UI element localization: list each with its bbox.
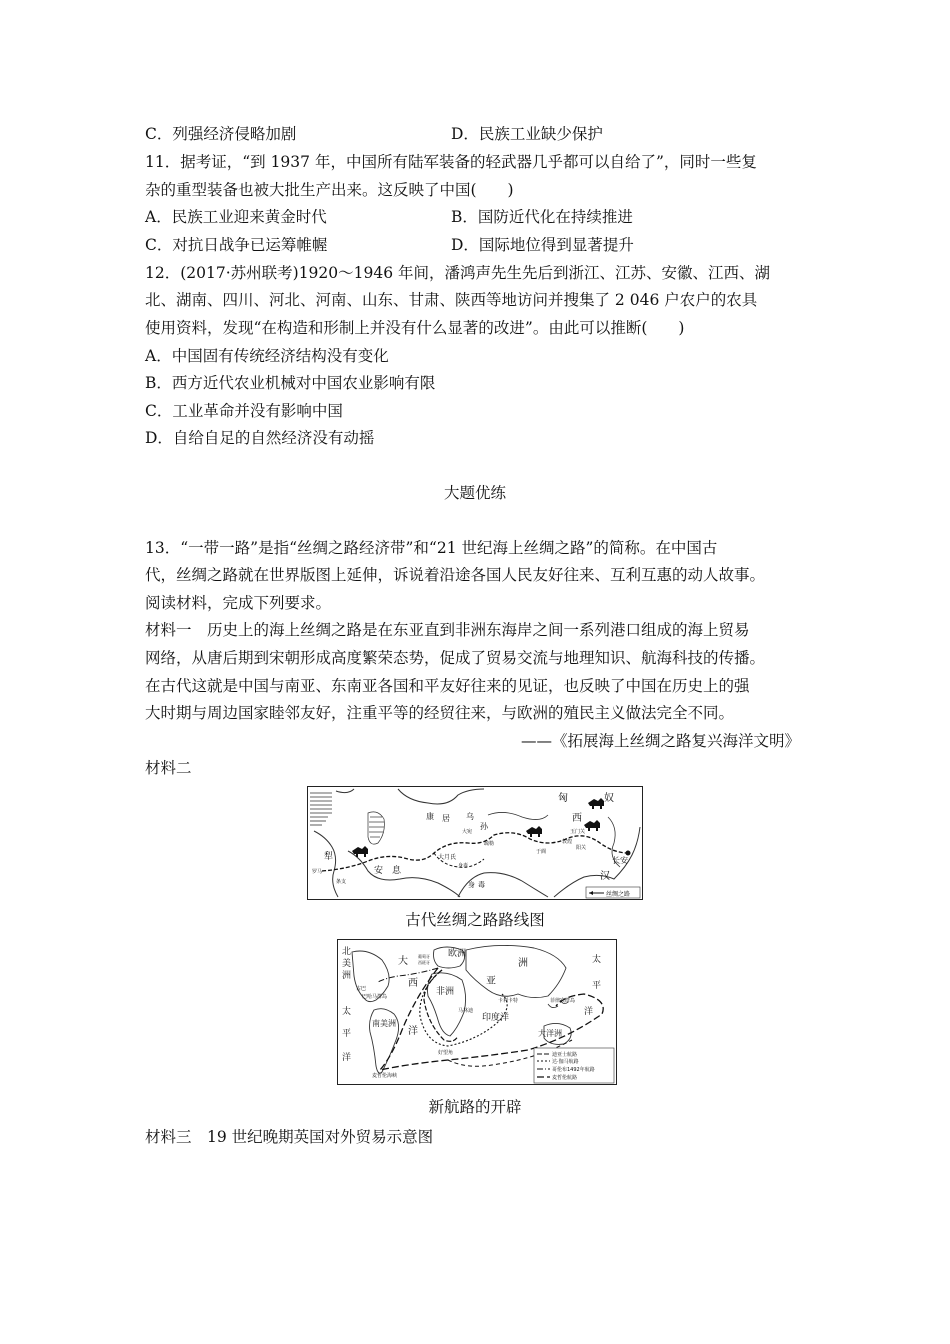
material1-source: ——《拓展海上丝绸之路复兴海洋文明》 — [520, 732, 800, 750]
map2-label-zhou: 洲 — [342, 971, 352, 981]
material2-label: 材料二 — [145, 759, 192, 777]
map2-label-bei: 北 — [342, 947, 352, 957]
map1-caption: 古代丝绸之路路线图 — [405, 911, 545, 929]
map1-label-dayuan: 大宛 — [462, 829, 473, 835]
silk-road-map-drawing — [308, 787, 642, 899]
q11-option-c: C．对抗日战争已运筹帷幄 — [145, 236, 328, 254]
map1-label-yangguan: 阳关 — [576, 845, 587, 851]
map2-label-xibanya: 西班牙 — [418, 960, 430, 965]
map1-label-wusun-a: 乌 — [466, 812, 474, 821]
q12-option-c: C．工业革命并没有影响中国 — [145, 402, 343, 420]
map1-label-kangju-b: 居 — [442, 814, 450, 823]
map1-label-tiaozhi: 条支 — [336, 879, 347, 885]
map2-label-taiping-a: 太 — [342, 1007, 352, 1017]
map2-label-zhou2: 洲 — [518, 958, 528, 969]
map2-label-taiping-b: 平 — [342, 1029, 352, 1039]
map1-label-luoma: 罗马 — [312, 869, 323, 875]
map1-legend-silkroad: 丝绸之路 — [606, 891, 631, 898]
map2-label-mei: 美 — [342, 959, 352, 969]
q11-stem-line2: 杂的重型装备也被大批生产出来。这反映了中国( ) — [145, 181, 514, 199]
map1-label-yu: 于阗 — [536, 849, 547, 855]
material1-line1: 材料一 历史上的海上丝绸之路是在东亚直到非洲东海岸之间一系列港口组成的海上贸易 — [145, 621, 750, 639]
map2-label-yindu: 印度洋 — [482, 1013, 510, 1023]
map2-caption: 新航路的开辟 — [428, 1098, 522, 1116]
q11-option-b: B．国防近代化在持续推进 — [451, 208, 633, 226]
section-title: 大题优练 — [443, 484, 506, 502]
q11-option-d: D．国际地位得到显著提升 — [451, 236, 634, 254]
map2-label-ya: 亚 — [486, 976, 496, 987]
q11-option-a: A．民族工业迎来黄金时代 — [145, 208, 327, 226]
q13-stem-line1: 13．“一带一路”是指“丝绸之路经济带”和“21 世纪海上丝绸之路”的简称。在中国古 — [145, 539, 718, 557]
map2-label-malinde: 马林迪 — [458, 1008, 474, 1014]
map1-label-wusun-b: 孙 — [480, 822, 488, 831]
material1-line4: 大时期与周边国家睦邻友好，注重平等的经贸往来，与欧洲的殖民主义做法完全不同。 — [145, 704, 735, 722]
map2-label-ou: 欧洲 — [448, 949, 467, 959]
map2-label-feilubin: 菲律宾群岛 — [550, 998, 576, 1004]
q13-stem-line2: 代，丝绸之路就在世界版图上延伸，诉说着沿途各国人民友好往来、互利互惠的动人故事。 — [145, 566, 766, 584]
map1-label-shenhai-a: 身 — [468, 881, 475, 889]
map1-label-dayuezhi: 大月氏 — [438, 854, 457, 861]
q10-option-c: C．列强经济侵略加剧 — [145, 125, 297, 143]
material3-label: 材料三 19 世纪晚期英国对外贸易示意图 — [145, 1128, 434, 1146]
new-sea-routes-map-drawing — [338, 940, 616, 1084]
silk-road-map — [307, 786, 643, 900]
q11-stem-line1: 11．据考证，“到 1937 年，中国所有陆军装备的轻武器几乎都可以自给了”，同时一些复 — [145, 153, 757, 171]
map2-label-taiR-a: 太 — [592, 955, 602, 965]
map1-label-yumen: 玉门关 — [570, 829, 586, 835]
map1-label-dunhuang: 敦煌 — [562, 839, 573, 845]
q12-option-d: D．自给自足的自然经济没有动摇 — [145, 429, 375, 447]
q12-option-a: A．中国固有传统经济结构没有变化 — [145, 347, 389, 365]
map2-label-nanmeizhou: 南美洲 — [372, 1019, 396, 1028]
map2-label-maiz: 麦哲伦海峡 — [372, 1073, 398, 1079]
map2-label-yang-r: 洋 — [584, 1007, 594, 1017]
map2-legend-dagama: 达·伽马航路 — [552, 1059, 579, 1065]
map1-label-han: 汉 — [600, 871, 610, 882]
map2-legend-columbus: 哥伦布1492年航路 — [552, 1067, 595, 1073]
material1-line2: 网络，从唐后期到宋朝形成高度繁荣态势，促成了贸易交流与地理知识、航海科技的传播。 — [145, 649, 766, 667]
map1-label-changan: 长安 — [612, 856, 628, 865]
map1-label-li: 犁 — [324, 852, 334, 862]
map2-label-fei: 非洲 — [436, 987, 455, 997]
map2-label-da: 大 — [398, 956, 408, 967]
map1-label-anxi: 安 息 — [374, 866, 402, 876]
map2-label-taiR-b: 平 — [592, 981, 602, 991]
map2-label-bahama: 巴哈马群岛 — [362, 994, 388, 1000]
map2-label-taiping-c: 洋 — [342, 1053, 352, 1063]
q12-option-b: B．西方近代农业机械对中国农业影响有限 — [145, 374, 436, 392]
map1-label-xiongnu-b: 奴 — [604, 793, 614, 804]
map1-label-shule: 疏勒 — [484, 841, 495, 847]
new-sea-routes-map — [337, 939, 617, 1085]
map2-legend-magellan: 麦哲伦航路 — [552, 1075, 578, 1081]
q10-option-d: D．民族工业缺少保护 — [451, 125, 603, 143]
map2-label-gubazhu: 古巴 — [356, 986, 367, 992]
map1-label-xiongnu-a: 匈 — [558, 793, 568, 804]
map2-label-yang-a: 洋 — [408, 1026, 418, 1037]
q12-stem-line3: 使用资料，发现“在构造和形制上并没有什么显著的改进”。由此可以推断( ) — [145, 319, 685, 337]
map1-label-shenhai-b: 毒 — [478, 881, 485, 889]
map2-label-haowangjiao: 好望角 — [438, 1050, 454, 1056]
material1-line3: 在古代这就是中国与南亚、东南亚各国和平友好往来的见证，也反映了中国在历史上的强 — [145, 677, 750, 695]
map1-label-shencha: 身毒 — [458, 863, 469, 869]
q12-stem-line2: 北、湖南、四川、河北、河南、山东、甘肃、陕西等地访问并搜集了 2 046 户农户的农具 — [145, 291, 758, 309]
q12-stem-line1: 12．(2017·苏州联考)1920～1946 年间，潘鸿声先生先后到浙江、江苏、安徽、江西、湖 — [145, 264, 771, 282]
q13-stem-line3: 阅读材料，完成下列要求。 — [145, 594, 332, 612]
map2-label-kalikate: 卡利卡特 — [498, 998, 519, 1004]
map1-label-xi: 西 — [572, 813, 582, 824]
map2-label-xi: 西 — [408, 978, 418, 989]
map1-label-kangju-a: 康 — [426, 812, 434, 821]
map2-legend-dias: 迪亚士航路 — [552, 1052, 578, 1058]
map2-label-dayangzhou: 大洋洲 — [538, 1029, 562, 1038]
map2-label-putaoya: 葡萄牙 — [418, 954, 430, 959]
